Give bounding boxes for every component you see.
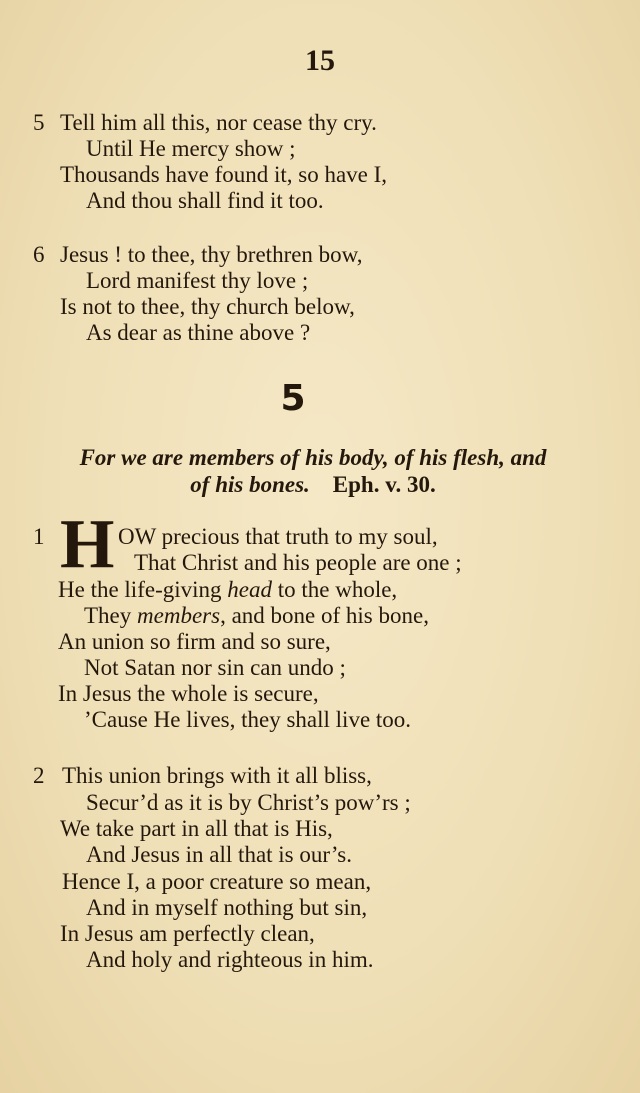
verse-line: In Jesus the whole is secure, xyxy=(58,681,319,706)
hymn-number: 5 xyxy=(280,378,306,419)
epigraph-line-2 xyxy=(20,471,606,499)
drop-cap: H xyxy=(60,506,115,583)
verse-line: They members, and bone of his bone, xyxy=(84,603,429,628)
page-number: 15 xyxy=(305,44,335,77)
verse-number: 5 xyxy=(33,110,45,135)
verse-number: 6 xyxy=(33,242,45,267)
verse-number: 1 xyxy=(33,524,45,549)
verse-line: And holy and righteous in him. xyxy=(86,947,374,972)
epigraph-line-1: For we are members of his body, of his flesh, and xyxy=(79,445,547,470)
verse-line: Thousands have found it, so have I, xyxy=(60,162,388,187)
verse-line: And Jesus in all that is our’s. xyxy=(86,842,352,867)
verse-line: We take part in all that is His, xyxy=(60,816,333,841)
verse-line: Not Satan nor sin can undo ; xyxy=(84,655,346,680)
verse-line: This union brings with it all bliss, xyxy=(62,763,372,788)
verse-line: In Jesus am perfectly clean, xyxy=(60,921,315,946)
verse-line: And thou shall find it too. xyxy=(86,188,324,213)
verse-line: As dear as thine above ? xyxy=(86,320,311,345)
verse-line: Hence I, a poor creature so mean, xyxy=(62,869,372,894)
verse-line: Until He mercy show ; xyxy=(86,136,296,161)
verse-line: Secur’d as it is by Christ’s pow’rs ; xyxy=(86,790,411,815)
verse-line: Lord manifest thy love ; xyxy=(86,268,309,293)
verse-line: OW precious that truth to my soul, xyxy=(118,524,438,549)
verse-line: He the life-giving head to the whole, xyxy=(58,577,398,602)
verse-line: Is not to thee, thy church below, xyxy=(60,294,355,319)
verse-line: Jesus ! to thee, thy brethren bow, xyxy=(60,242,363,267)
verse-number: 2 xyxy=(33,763,45,788)
verse-line: ’Cause He lives, they shall live too. xyxy=(84,707,412,732)
verse-line: And in myself nothing but sin, xyxy=(86,895,368,920)
scripture-reference: Eph. v. 30. xyxy=(332,472,436,497)
verse-line: An union so firm and so sure, xyxy=(58,629,331,654)
verse-line: That Christ and his people are one ; xyxy=(134,550,462,575)
epigraph-text: of his bones. xyxy=(190,472,310,497)
verse-line: Tell him all this, nor cease thy cry. xyxy=(60,110,377,135)
